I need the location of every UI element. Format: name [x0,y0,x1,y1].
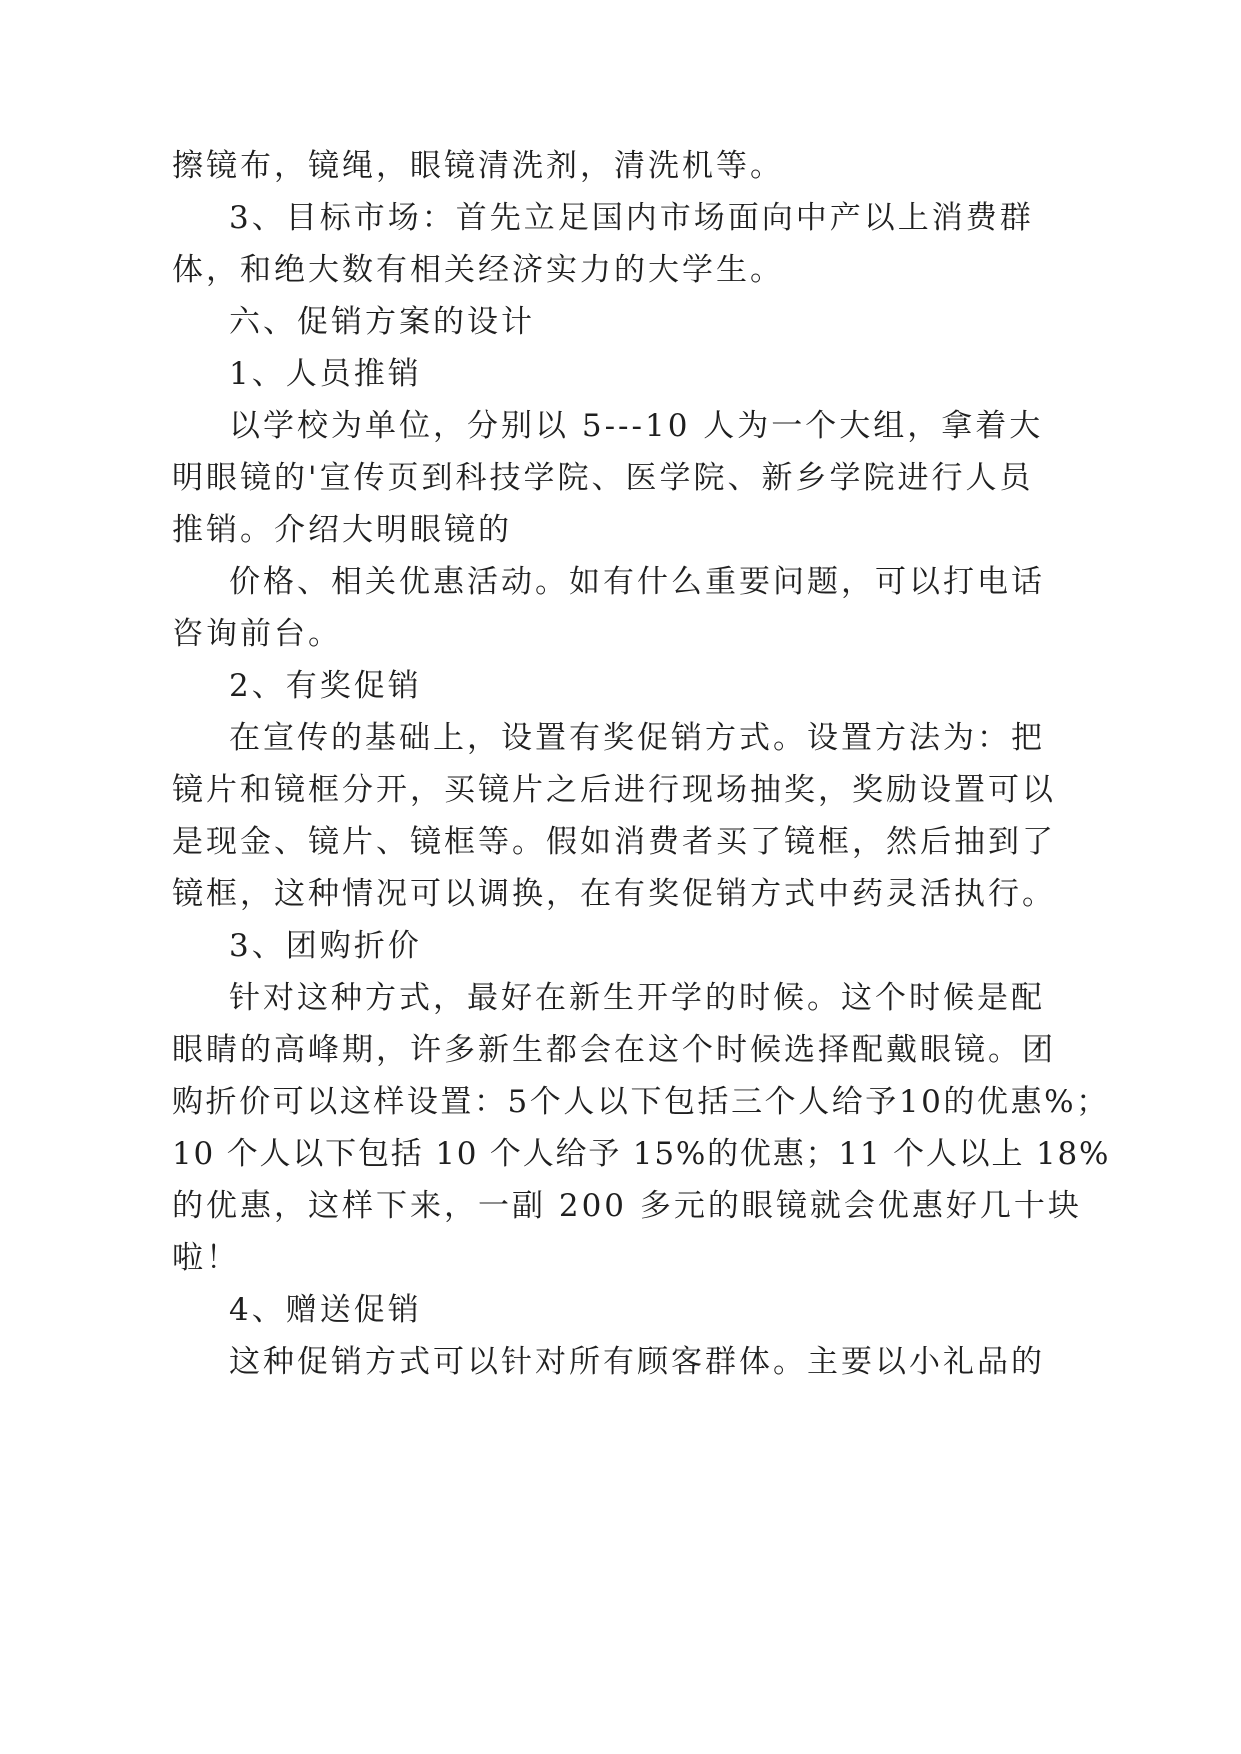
text-line: 以学校为单位，分别以 5---10 人为一个大组，拿着大 [229,408,1044,444]
text-line: 眼睛的高峰期，许多新生都会在这个时候选择配戴眼镜。团 [172,1032,1056,1068]
text-line: 明眼镜的'宣传页到科技学院、医学院、新乡学院进行人员 [172,460,1034,496]
text-line: 镜框，这种情况可以调换，在有奖促销方式中药灵活执行。 [172,876,1056,912]
text-line: 体，和绝大数有相关经济实力的大学生。 [172,252,784,288]
subsection-heading: 1、人员推销 [229,356,422,392]
text-line: 这种促销方式可以针对所有顾客群体。主要以小礼品的 [229,1344,1045,1380]
text-line: 价格、相关优惠活动。如有什么重要问题，可以打电话 [229,564,1045,600]
subsection-heading: 4、赠送促销 [229,1292,422,1328]
section-heading: 六、促销方案的设计 [229,304,535,340]
text-line: 咨询前台。 [172,616,342,652]
text-line: 推销。介绍大明眼镜的 [172,512,512,548]
text-line: 是现金、镜片、镜框等。假如消费者买了镜框，然后抽到了 [172,824,1056,860]
subsection-heading: 2、有奖促销 [229,668,422,704]
text-line: 擦镜布，镜绳，眼镜清洗剂，清洗机等。 [172,148,784,184]
text-line: 10 个人以下包括 10 个人给予 15%的优惠；11 个人以上 18% [172,1136,1111,1172]
text-line: 啦！ [172,1240,240,1276]
text-line: 3、目标市场：首先立足国内市场面向中产以上消费群 [229,200,1034,236]
subsection-heading: 3、团购折价 [229,928,422,964]
text-line: 购折价可以这样设置：5个人以下包括三个人给予10的优惠%； [172,1084,1110,1120]
text-line: 的优惠，这样下来，一副 200 多元的眼镜就会优惠好几十块 [172,1188,1082,1224]
text-line: 镜片和镜框分开，买镜片之后进行现场抽奖，奖励设置可以 [172,772,1056,808]
text-line: 在宣传的基础上，设置有奖促销方式。设置方法为：把 [229,720,1045,756]
text-line: 针对这种方式，最好在新生开学的时候。这个时候是配 [229,980,1045,1016]
